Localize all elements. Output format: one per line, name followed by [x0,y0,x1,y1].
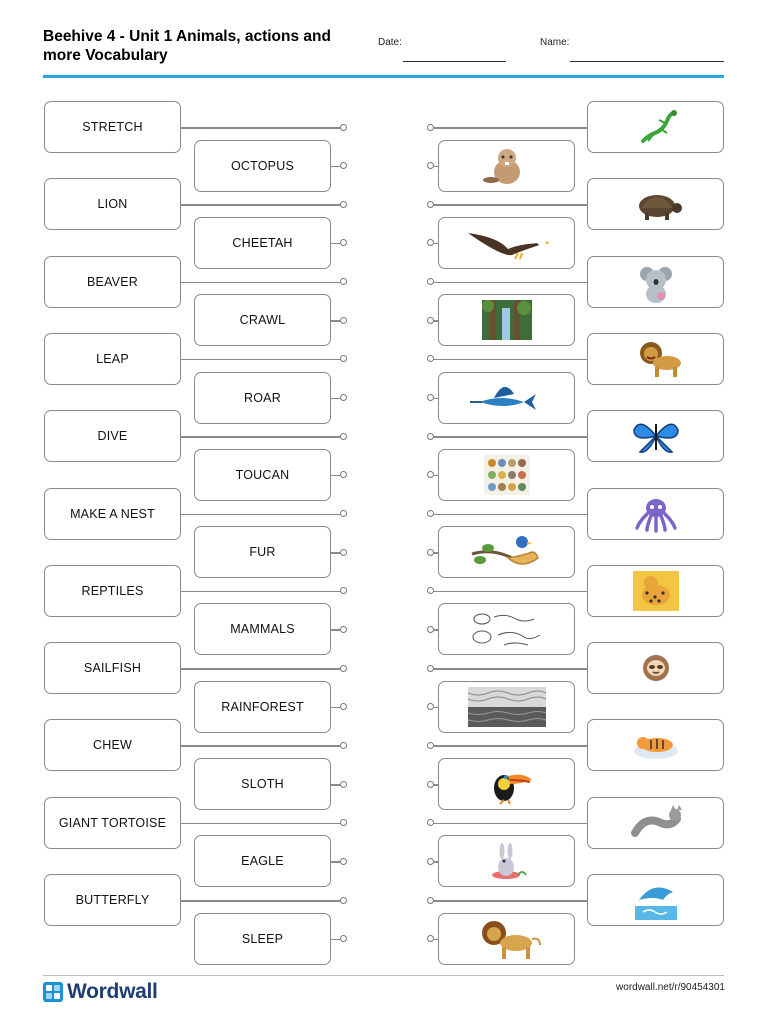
footer-divider [43,975,724,976]
wordwall-logo-text: Wordwall [67,980,158,1003]
match-dot[interactable] [340,124,347,131]
word-card[interactable]: EAGLE [194,835,331,887]
match-dot[interactable] [427,935,434,942]
match-dot[interactable] [340,587,347,594]
connector-line [181,436,340,438]
connector-line [331,398,340,400]
tortoise-picture[interactable] [587,178,724,230]
match-dot[interactable] [427,201,434,208]
match-dot[interactable] [427,858,434,865]
match-dot[interactable] [427,471,434,478]
match-dot[interactable] [340,781,347,788]
match-dot[interactable] [340,394,347,401]
diving-dolphin-picture[interactable] [587,874,724,926]
lizard-picture[interactable] [587,101,724,153]
match-dot[interactable] [427,819,434,826]
connector-line [331,320,340,322]
word-card[interactable]: REPTILES [44,565,181,617]
word-card[interactable]: CHEW [44,719,181,771]
match-dot[interactable] [340,858,347,865]
match-dot[interactable] [427,626,434,633]
connector-line [434,243,438,245]
connector-line [434,514,587,516]
match-dot[interactable] [340,935,347,942]
cheetah-picture[interactable] [587,565,724,617]
connector-line [434,707,438,709]
stretching-cat-picture[interactable] [587,797,724,849]
connector-line [181,359,340,361]
word-card[interactable]: OCTOPUS [194,140,331,192]
eagle-picture[interactable] [438,217,575,269]
connector-line [331,861,340,863]
chew-picture[interactable] [438,835,575,887]
word-card[interactable]: LEAP [44,333,181,385]
connector-line [181,668,340,670]
connector-line [331,552,340,554]
octopus-picture[interactable] [587,488,724,540]
connector-line [434,900,587,902]
match-dot[interactable] [427,742,434,749]
connector-line [181,204,340,206]
match-dot[interactable] [427,394,434,401]
match-dot[interactable] [427,703,434,710]
word-card[interactable]: TOUCAN [194,449,331,501]
match-dot[interactable] [340,201,347,208]
wordwall-logo-icon [43,982,63,1002]
match-dot[interactable] [340,433,347,440]
connector-line [434,282,587,284]
connector-line [434,591,587,593]
match-dot[interactable] [427,781,434,788]
connector-line [434,939,438,941]
word-card[interactable]: FUR [194,526,331,578]
connector-line [331,166,340,168]
connector-line [434,552,438,554]
header-divider [43,75,724,78]
match-dot[interactable] [427,587,434,594]
word-card[interactable]: BEAVER [44,256,181,308]
match-dot[interactable] [427,162,434,169]
connector-line [434,823,587,825]
sleeping-tiger-picture[interactable] [587,719,724,771]
date-field[interactable] [403,61,506,62]
connector-line [181,745,340,747]
butterfly-picture[interactable] [587,410,724,462]
footer-url: wordwall.net/r/90454301 [616,982,725,993]
name-field[interactable] [570,61,724,62]
word-card[interactable]: MAMMALS [194,603,331,655]
match-dot[interactable] [427,549,434,556]
connector-line [181,127,340,129]
nest-picture[interactable] [438,526,575,578]
match-dot[interactable] [427,510,434,517]
wordwall-logo [43,980,158,1004]
word-card[interactable]: SAILFISH [44,642,181,694]
connector-line [434,166,438,168]
word-card[interactable]: DIVE [44,410,181,462]
mammals-picture[interactable] [438,449,575,501]
match-dot[interactable] [427,124,434,131]
connector-line [331,707,340,709]
connector-line [434,127,587,129]
connector-line [434,475,438,477]
koala-picture[interactable] [587,256,724,308]
match-dot[interactable] [340,278,347,285]
match-dot[interactable] [340,703,347,710]
connector-line [331,243,340,245]
connector-line [181,514,340,516]
match-dot[interactable] [340,665,347,672]
name-label: Name: [540,37,570,48]
fur-picture[interactable] [438,681,575,733]
connector-line [181,823,340,825]
title-line-1: Beehive 4 - Unit 1 Animals, actions and [43,28,331,45]
toucan-picture[interactable] [438,758,575,810]
word-card[interactable]: LION [44,178,181,230]
match-dot[interactable] [427,278,434,285]
roaring-lion-picture[interactable] [587,333,724,385]
connector-line [181,282,340,284]
match-dot[interactable] [427,897,434,904]
rainforest-picture[interactable] [438,294,575,346]
match-dot[interactable] [340,355,347,362]
match-dot[interactable] [340,317,347,324]
match-dot[interactable] [340,239,347,246]
connector-line [181,591,340,593]
word-card[interactable]: GIANT TORTOISE [44,797,181,849]
connector-line [331,475,340,477]
word-card[interactable]: CHEETAH [194,217,331,269]
match-dot[interactable] [340,819,347,826]
connector-line [434,784,438,786]
connector-line [434,745,587,747]
connector-line [434,204,587,206]
connector-line [434,629,438,631]
connector-line [434,436,587,438]
match-dot[interactable] [427,317,434,324]
match-dot[interactable] [340,510,347,517]
connector-line [331,784,340,786]
reptiles-picture[interactable] [438,603,575,655]
word-card[interactable]: MAKE A NEST [44,488,181,540]
connector-line [434,359,587,361]
connector-line [434,320,438,322]
connector-line [434,398,438,400]
word-card[interactable]: SLEEP [194,913,331,965]
match-dot[interactable] [340,897,347,904]
match-dot[interactable] [427,355,434,362]
word-card[interactable]: ROAR [194,372,331,424]
connector-line [331,939,340,941]
title-line-2: more Vocabulary [43,47,168,64]
sailfish-picture[interactable] [438,372,575,424]
sloth-picture[interactable] [587,642,724,694]
match-dot[interactable] [340,742,347,749]
word-card[interactable]: BUTTERFLY [44,874,181,926]
match-dot[interactable] [427,239,434,246]
match-dot[interactable] [340,162,347,169]
lion-picture[interactable] [438,913,575,965]
connector-line [434,668,587,670]
match-dot[interactable] [340,549,347,556]
word-card[interactable]: STRETCH [44,101,181,153]
match-dot[interactable] [340,626,347,633]
connector-line [181,900,340,902]
word-card[interactable]: CRAWL [194,294,331,346]
match-dot[interactable] [340,471,347,478]
connector-line [434,861,438,863]
word-card[interactable]: RAINFOREST [194,681,331,733]
match-dot[interactable] [427,665,434,672]
connector-line [331,629,340,631]
date-label: Date: [378,37,402,48]
beaver-picture[interactable] [438,140,575,192]
worksheet-title [43,27,343,65]
match-dot[interactable] [427,433,434,440]
word-card[interactable]: SLOTH [194,758,331,810]
